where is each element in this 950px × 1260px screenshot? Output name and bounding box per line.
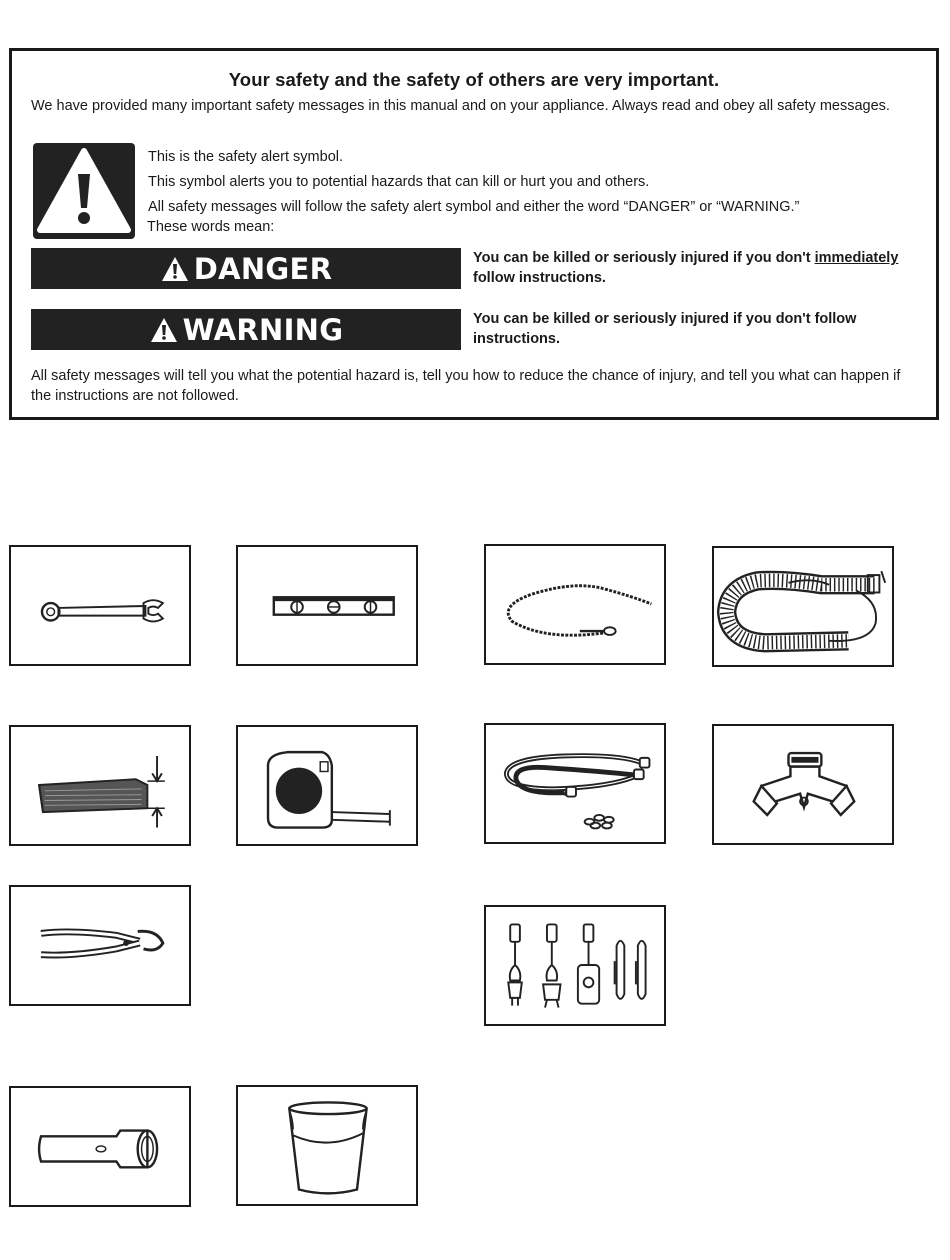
ground-wire-icon (486, 546, 664, 663)
danger-alert-icon (160, 255, 190, 283)
drain-hose-icon (714, 548, 892, 665)
pliers-icon (11, 887, 189, 1004)
tool-y-connector (712, 724, 894, 845)
y-connector-icon (714, 726, 892, 843)
safety-title: Your safety and the safety of others are very important. (228, 69, 720, 90)
tool-tape-measure (236, 725, 418, 846)
tool-inlet-hoses (484, 723, 666, 844)
danger-label: DANGER (193, 251, 333, 286)
alert-line-1: This is the safety alert symbol. (148, 149, 344, 165)
wrench-icon (11, 547, 189, 664)
wood-block-icon (11, 727, 189, 844)
tool-wood-block (9, 725, 191, 846)
tool-pliers (9, 885, 191, 1006)
safety-closing: All safety messages will tell you what the potential hazard is, tell you how to reduce the chance of injury, and tell you what can happen if the instructions are not followed. (31, 368, 901, 404)
danger-text-end: follow instructions. (473, 270, 606, 286)
tool-ground-wire (484, 544, 666, 665)
alert-line-3: All safety messages will follow the safety alert symbol and either the word “DANGER” or “WARNING.” (148, 199, 800, 215)
inlet-hoses-icon (486, 725, 664, 842)
bucket-icon (238, 1087, 416, 1204)
warning-label: WARNING (182, 312, 344, 347)
tool-power-cords (484, 905, 666, 1026)
alert-line-2: This symbol alerts you to potential hazards that can kill or hurt you and others. (148, 174, 650, 190)
safety-box (9, 48, 939, 420)
tool-flashlight (9, 1086, 191, 1207)
danger-text: You can be killed or seriously injured if you don't (473, 250, 815, 266)
tool-bucket (236, 1085, 418, 1206)
safety-intro: We have provided many important safety messages in this manual and on your appliance. Always read and obey all safety messages. (31, 98, 890, 114)
power-cords-icon (486, 907, 664, 1024)
danger-description (473, 248, 933, 288)
tape-measure-icon (238, 727, 416, 844)
warning-description: You can be killed or seriously injured if you don't follow instructions. (473, 311, 857, 347)
warning-alert-icon (149, 316, 179, 344)
danger-emphasis: immediately (814, 250, 899, 266)
warning-banner (31, 309, 461, 350)
safety-alert-icon (32, 142, 136, 240)
danger-banner (31, 248, 461, 289)
tool-drain-hose (712, 546, 894, 667)
tool-level (236, 545, 418, 666)
alert-line-4: These words mean: (147, 219, 275, 235)
level-icon (238, 547, 416, 664)
tool-wrench (9, 545, 191, 666)
flashlight-icon (11, 1088, 189, 1205)
